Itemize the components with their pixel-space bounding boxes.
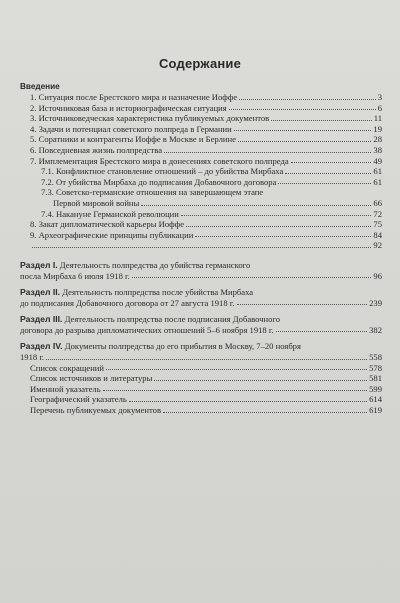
leader-dots — [141, 205, 371, 206]
leader-dots — [195, 236, 371, 237]
toc-entry — [20, 92, 382, 103]
toc-entry-page: 66 — [373, 197, 382, 208]
leader-dots — [238, 141, 372, 142]
toc-entry-label: 7.3. Советско-германские отношения на завершающем этапе — [41, 187, 264, 198]
appendix-label: Именной указатель — [30, 383, 101, 394]
leader-dots — [132, 277, 372, 278]
toc-entry-page: 6 — [377, 102, 382, 113]
appendix-page: 599 — [369, 383, 382, 394]
toc-entry-page: 84 — [373, 229, 382, 240]
section-entry — [20, 287, 382, 308]
toc-entry — [20, 134, 382, 145]
appendix-entry — [20, 405, 382, 416]
leader-dots — [32, 247, 371, 248]
section-text: Деятельность полпредства после убийства Мирбаха — [62, 287, 254, 298]
toc-entry-page: 61 — [373, 166, 382, 177]
leader-dots — [154, 380, 367, 381]
section-entry — [20, 260, 382, 281]
leader-dots — [291, 162, 372, 163]
toc-entry-page: 49 — [373, 155, 382, 166]
leader-dots — [129, 401, 367, 402]
section-entry — [20, 314, 382, 335]
section-text: Документы полпредства до его прибытия в Москву, 7–20 ноября — [64, 341, 301, 352]
leader-dots — [278, 183, 371, 184]
toc-entry-page: 3 — [377, 92, 382, 102]
toc-entry — [20, 156, 382, 167]
leader-dots — [181, 215, 372, 216]
section-text-continued: договора до разрыва дипломатических отношений 5–6 ноября 1918 г. — [20, 324, 274, 335]
section-text: Деятельность полпредства до убийства германского — [59, 259, 251, 270]
toc-entry-label: 8. Закат дипломатической карьеры Иоффе — [30, 219, 185, 230]
section-heading: Раздел I. — [20, 259, 58, 270]
appendix-page: 581 — [369, 373, 382, 384]
toc-entry — [20, 198, 382, 209]
section-page: 382 — [369, 324, 382, 335]
section-text-continued: до подписания Добавочного договора от 27 августа 1918 г. — [20, 297, 235, 308]
section-text: Деятельность полпредства после подписания Добавочного — [64, 314, 281, 325]
section-page: 239 — [369, 297, 382, 308]
leader-dots — [163, 412, 367, 413]
appendix-page: 614 — [369, 394, 382, 405]
toc-entry-label: 4. Задачи и потенциал советского полпреда в Германии — [30, 123, 232, 134]
leader-dots — [164, 152, 371, 153]
appendix-label: Список сокращений — [30, 362, 104, 373]
toc-entry-page: 72 — [373, 208, 382, 219]
leader-dots — [186, 226, 371, 227]
leader-dots — [106, 369, 367, 370]
toc-entry-label: 7.4. Накануне Германской революции — [41, 208, 179, 219]
appendix-label: Список источников и литературы — [30, 373, 153, 384]
toc-entry-label: 7.2. От убийства Мирбаха до подписания Добавочного договора — [41, 176, 277, 187]
page-title: Содержание — [158, 56, 242, 71]
toc-entry-label-continued: Первой мировой войны — [53, 197, 140, 208]
toc-entry-label: 9. Археографические принципы публикации — [30, 229, 194, 240]
appendix-entry — [20, 373, 382, 384]
toc-entry-label: 1. Ситуация после Брестского мира и назначение Иоффе — [30, 92, 238, 102]
section-text-continued: посла Мирбаха 6 июля 1918 г. — [20, 270, 130, 281]
section-heading: Раздел IV. — [20, 341, 63, 352]
toc-entry — [20, 209, 382, 220]
toc-entry-label: 2. Источниковая база и историографическая ситуация — [30, 102, 227, 113]
toc-entry-label: 7. Имплементация Брестского мира в донесениях советского полпреда — [30, 155, 289, 166]
leader-dots — [46, 359, 367, 360]
toc-entry — [20, 103, 382, 114]
appendix-entry — [20, 384, 382, 395]
section-entry — [20, 341, 382, 362]
toc-entry-page: 75 — [373, 219, 382, 230]
toc-entry-page: 11 — [373, 113, 382, 124]
toc-entry — [20, 145, 382, 156]
appendix-label: Перечень публикуемых документов — [30, 405, 162, 416]
section-heading: Раздел III. — [20, 314, 63, 325]
toc-entry — [20, 240, 382, 251]
table-of-contents — [20, 82, 382, 416]
toc-entry — [20, 124, 382, 135]
toc-entry-page: 38 — [373, 144, 382, 155]
appendix-entry — [20, 363, 382, 374]
toc-entry — [20, 230, 382, 241]
section-page: 558 — [369, 352, 382, 363]
leader-dots — [276, 331, 368, 332]
toc-entry-page: 19 — [373, 123, 382, 134]
toc-entry-page: 28 — [373, 134, 382, 145]
leader-dots — [239, 99, 376, 100]
leader-dots — [285, 173, 371, 174]
toc-entry — [20, 113, 382, 124]
toc-entry — [20, 177, 382, 188]
appendix-entry — [20, 394, 382, 405]
section-text-continued: 1918 г. — [20, 352, 45, 363]
appendix-page: 578 — [369, 362, 382, 373]
appendix-label: Географический указатель — [30, 394, 127, 405]
leader-dots — [271, 120, 372, 121]
toc-entry-page: 61 — [373, 176, 382, 187]
toc-entry — [20, 187, 382, 198]
toc-entry — [20, 219, 382, 230]
leader-dots — [103, 390, 367, 391]
toc-entry-label: 7.1. Конфликтное становление отношений – до убийства Мирбаха — [41, 166, 284, 177]
appendix-page: 619 — [369, 405, 382, 416]
leader-dots — [229, 109, 376, 110]
toc-entry-label: 5. Соратники и контрагенты Иоффе в Москве и Берлине — [30, 134, 236, 145]
toc-entry-label: 6. Повседневная жизнь полпредства — [30, 144, 163, 155]
intro-heading: Введение — [20, 82, 60, 91]
toc-entry-page: 92 — [373, 240, 382, 251]
toc-entry-label: 3. Источниковедческая характеристика публикуемых документов — [30, 113, 270, 124]
leader-dots — [234, 130, 372, 131]
toc-entry — [20, 166, 382, 177]
section-heading: Раздел II. — [20, 287, 61, 298]
leader-dots — [237, 304, 368, 305]
section-page: 96 — [373, 270, 382, 281]
